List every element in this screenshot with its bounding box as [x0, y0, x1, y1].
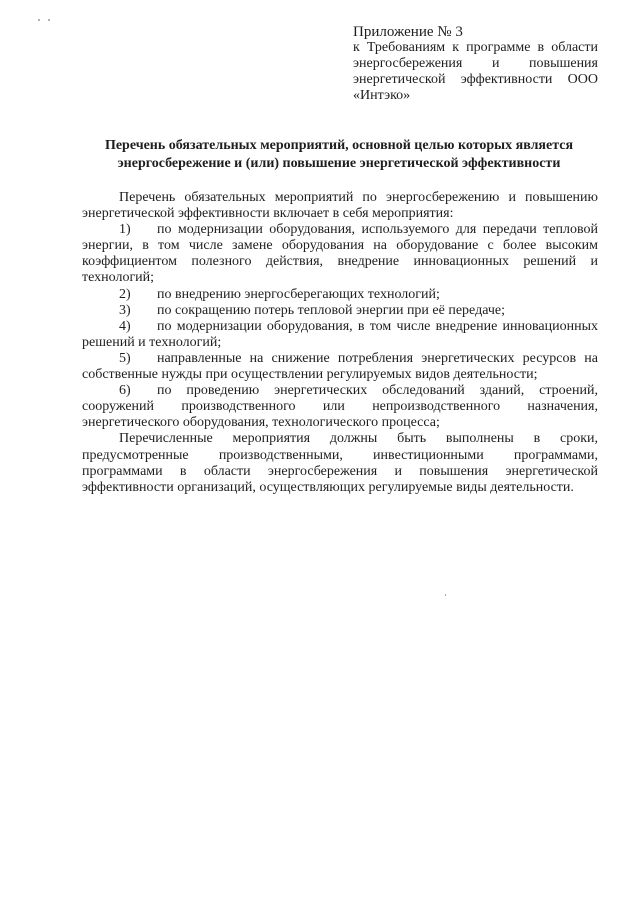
list-item-number: 3): [119, 302, 131, 318]
document-body: [82, 190, 598, 496]
list-item: [82, 303, 598, 319]
list-item-number: 4): [119, 318, 131, 334]
conclusion-paragraph: Перечисленные мероприятия должны быть выполнены в сроки, предусмотренные производственными, инвестиционными программами, программами в области энергосбережения и повышения энергетической эффективности организаций, осуществляющих регулируемые виды деятельности.: [82, 431, 598, 495]
annex-block: [353, 24, 598, 104]
list-item-text: по проведению энергетических обследований зданий, строений, сооружений производственного или непроизводственного назначения, энергетического оборудования, технологического процесса;: [82, 383, 598, 431]
list-item-number: 5): [119, 350, 131, 366]
list-item-number: 6): [119, 383, 131, 399]
scan-speck: [38, 19, 40, 21]
intro-paragraph: Перечень обязательных мероприятий по энергосбережению и повышению энергетической эффективности включает в себя мероприятия:: [82, 190, 598, 222]
list-item-number: 1): [119, 222, 131, 238]
scan-speck: [445, 594, 446, 596]
list-item: [82, 383, 598, 431]
list-item: [82, 319, 598, 351]
list-item-text: по внедрению энергосберегающих технологий;: [157, 286, 440, 302]
list-item-text: по модернизации оборудования, используемого для передачи тепловой энергии, в том числе замене оборудования на оборудование с более высоким коэффициентом полезного действия, внедрение инновационных решений и технологий;: [82, 222, 598, 286]
list-item-text: направленные на снижение потребления энергетических ресурсов на собственные нужды при осуществлении регулируемых видов деятельности;: [82, 350, 598, 383]
list-item: [82, 222, 598, 286]
annex-text: к Требованиям к программе в области энергосбережения и повышения энергетической эффективности ООО «Интэко»: [353, 40, 598, 103]
list-item-text: по сокращению потерь тепловой энергии при её передаче;: [157, 302, 506, 318]
scan-speck: [48, 19, 50, 21]
document-title: Перечень обязательных мероприятий, основной целью которых является энергосбережение и (или) повышение энергетической эффективности: [104, 138, 574, 171]
list-item-number: 2): [119, 286, 131, 302]
list-item-text: по модернизации оборудования, в том числе внедрение инновационных решений и технологий;: [82, 318, 598, 350]
list-item: [82, 351, 598, 383]
annex-title: Приложение № 3: [353, 24, 463, 40]
list-item: [82, 287, 598, 303]
